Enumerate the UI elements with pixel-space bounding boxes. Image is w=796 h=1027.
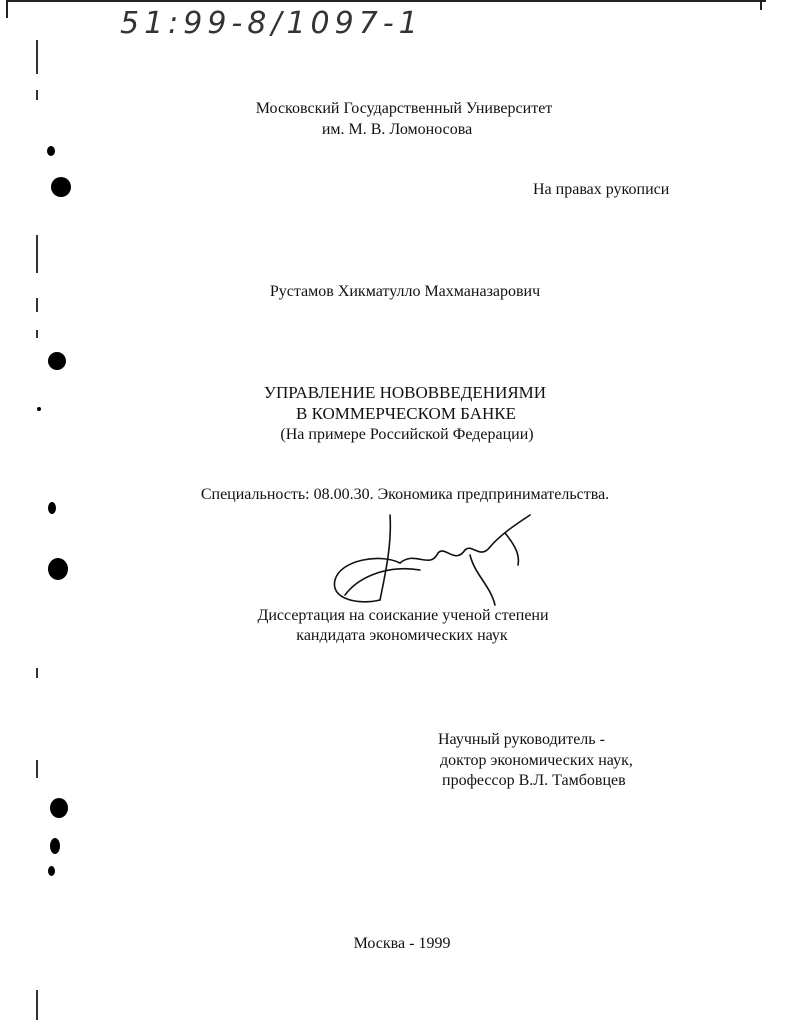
- scan-edge-line: [36, 40, 38, 74]
- binding-hole: [47, 146, 55, 156]
- dissertation-line-2: кандидата экономических наук: [296, 627, 508, 644]
- scan-edge-line: [36, 298, 38, 312]
- signature-stroke: [380, 515, 390, 600]
- scan-speck: [37, 407, 41, 411]
- scan-edge-line: [36, 760, 38, 778]
- scan-frame-corner: [760, 0, 762, 10]
- university-name: Московский Государственный Университет: [255, 100, 553, 117]
- scan-edge-line: [36, 330, 38, 338]
- city-year: Москва - 1999: [353, 935, 451, 952]
- binding-hole: [50, 798, 68, 818]
- signature-stroke: [490, 515, 530, 547]
- advisor-name: профессор В.Л. Тамбовцев: [442, 772, 626, 789]
- title-line-1: УПРАВЛЕНИЕ НОВОВВЕДЕНИЯМИ: [263, 383, 547, 402]
- scan-frame-top: [6, 0, 766, 2]
- specialty: Специальность: 08.00.30. Экономика предпринимательства.: [200, 486, 610, 503]
- signature-stroke: [400, 547, 490, 563]
- advisor-label: Научный руководитель -: [438, 731, 605, 748]
- scan-edge-line: [36, 668, 38, 678]
- advisor-degree: доктор экономических наук,: [440, 752, 633, 769]
- scan-edge-line: [36, 235, 38, 273]
- binding-hole: [48, 866, 55, 876]
- binding-hole: [48, 558, 68, 580]
- title-line-2: В КОММЕРЧЕСКОМ БАНКЕ: [296, 404, 516, 423]
- rights-note: На правах рукописи: [533, 181, 670, 198]
- university-dedication: им. М. В. Ломоносова: [321, 121, 473, 138]
- binding-hole: [51, 177, 71, 197]
- binding-hole: [48, 352, 66, 370]
- scan-edge-line: [36, 90, 38, 100]
- signature-stroke: [505, 533, 518, 565]
- dissertation-line-1: Диссертация на соискание ученой степени: [257, 607, 549, 624]
- signature-stroke: [470, 555, 495, 605]
- scan-edge-line: [36, 990, 38, 1020]
- binding-hole: [48, 502, 56, 514]
- title-subtitle: (На примере Российской Федерации): [280, 426, 534, 443]
- scan-frame-left: [6, 0, 8, 18]
- author-name: Рустамов Хикматулло Махманазарович: [269, 283, 541, 300]
- author-signature: [320, 505, 540, 615]
- archive-number: 51:99-8/1097-1: [120, 6, 423, 41]
- binding-hole: [50, 838, 60, 854]
